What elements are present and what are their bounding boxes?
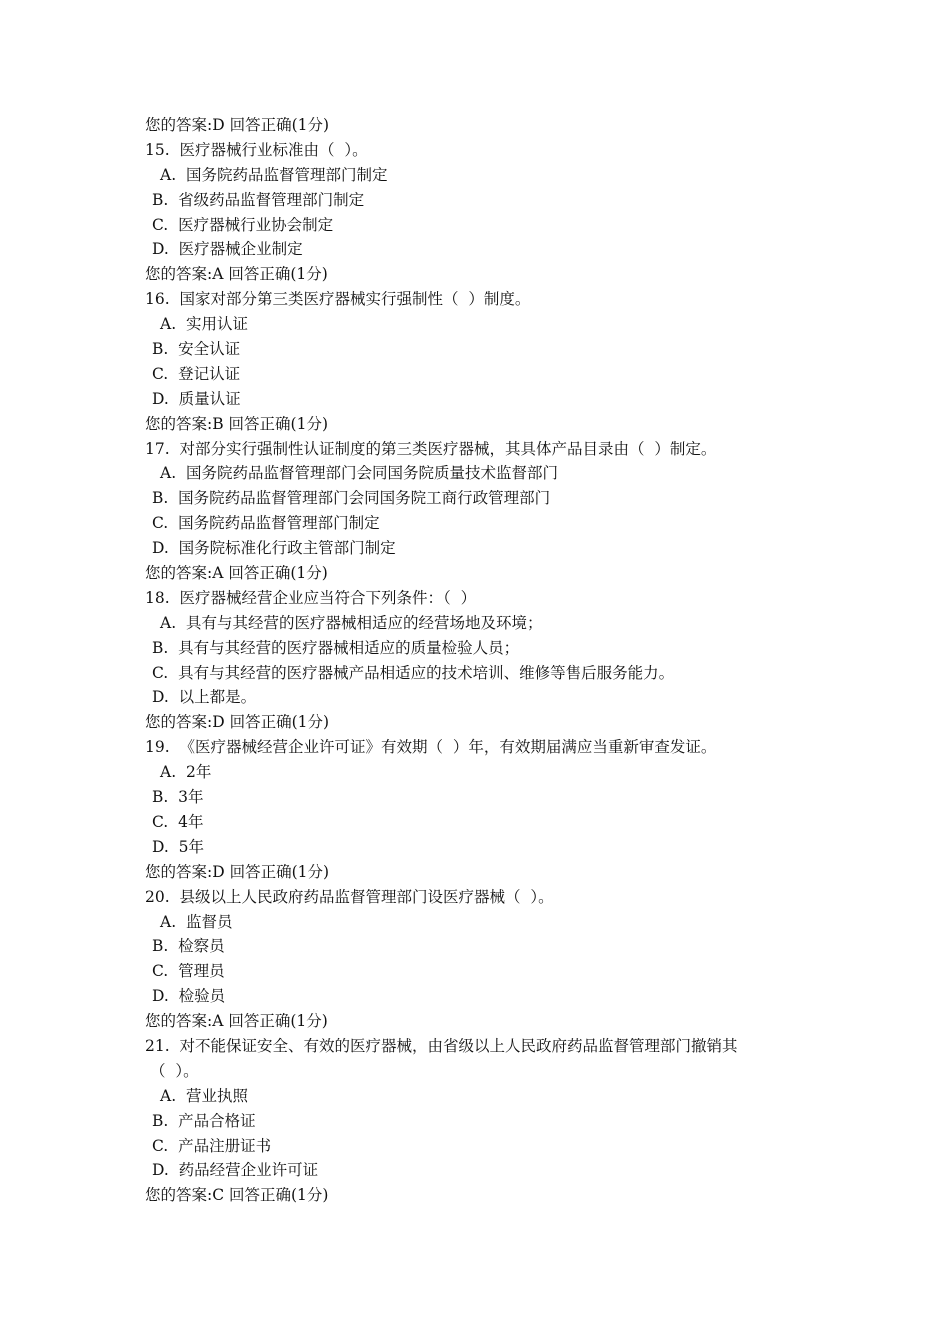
answer-result-line: 您的答案:A 回答正确(1分) — [145, 564, 328, 583]
option-line: B. 产品合格证 — [152, 1111, 256, 1130]
option-line: C. 管理员 — [152, 962, 225, 981]
option-line: A. 实用认证 — [160, 315, 248, 334]
question-line: 18. 医疗器械经营企业应当符合下列条件：（ ） — [145, 588, 477, 607]
quiz-document — [0, 113, 950, 1208]
option-line: C. 登记认证 — [152, 364, 241, 383]
option-line: C. 4年 — [152, 812, 204, 831]
option-line: D. 5年 — [152, 837, 205, 856]
answer-result-line: 您的答案:C 回答正确(1分) — [145, 1186, 329, 1205]
answer-result-line: 您的答案:A 回答正确(1分) — [145, 1012, 328, 1031]
option-line: D. 以上都是。 — [152, 688, 257, 707]
option-line: D. 国务院标准化行政主管部门制定 — [152, 539, 396, 558]
question-line: 20. 县级以上人民政府药品监督管理部门设医疗器械（ ）。 — [145, 887, 554, 906]
answer-result-line: 您的答案:D 回答正确(1分) — [145, 713, 330, 732]
question-line: 19. 《医疗器械经营企业许可证》有效期（ ）年，有效期届满应当重新审查发证。 — [145, 738, 717, 757]
option-line: A. 国务院药品监督管理部门会同国务院质量技术监督部门 — [160, 464, 558, 483]
option-line: D. 药品经营企业许可证 — [152, 1161, 319, 1180]
option-line: B. 安全认证 — [152, 340, 241, 359]
option-line: D. 医疗器械企业制定 — [152, 240, 303, 259]
option-line: C. 医疗器械行业协会制定 — [152, 215, 334, 234]
option-line: B. 3年 — [152, 788, 204, 807]
option-line: B. 国务院药品监督管理部门会同国务院工商行政管理部门 — [152, 489, 551, 508]
option-line: C. 具有与其经营的医疗器械产品相适应的技术培训、维修等售后服务能力。 — [152, 663, 675, 682]
question-line: 15. 医疗器械行业标准由（ ）。 — [145, 140, 368, 159]
option-line: D. 检验员 — [152, 987, 226, 1006]
question-line: 21. 对不能保证安全、有效的医疗器械，由省级以上人民政府药品监督管理部门撤销其 — [145, 1036, 738, 1055]
question-line: 17. 对部分实行强制性认证制度的第三类医疗器械，其具体产品目录由（ ）制定。 — [145, 439, 717, 458]
answer-result-line: 您的答案:A 回答正确(1分) — [145, 265, 328, 284]
option-line: B. 检察员 — [152, 937, 225, 956]
option-line: D. 质量认证 — [152, 389, 241, 408]
answer-result-line: 您的答案:B 回答正确(1分) — [145, 414, 328, 433]
option-line: C. 产品注册证书 — [152, 1136, 272, 1155]
answer-result-line: 您的答案:D 回答正确(1分) — [145, 116, 330, 134]
answer-result-line: 您的答案:D 回答正确(1分) — [145, 862, 330, 881]
question-continuation-line: （ ）。 — [150, 1061, 199, 1080]
option-line: B. 省级药品监督管理部门制定 — [152, 190, 365, 209]
option-line: A. 具有与其经营的医疗器械相适应的经营场地及环境； — [160, 613, 543, 632]
option-line: B. 具有与其经营的医疗器械相适应的质量检验人员； — [152, 638, 520, 657]
option-line: C. 国务院药品监督管理部门制定 — [152, 514, 380, 533]
question-line: 16. 国家对部分第三类医疗器械实行强制性（ ）制度。 — [145, 290, 531, 309]
option-line: A. 营业执照 — [160, 1086, 248, 1105]
option-line: A. 2年 — [160, 763, 212, 782]
option-line: A. 国务院药品监督管理部门制定 — [160, 165, 388, 184]
option-line: A. 监督员 — [160, 912, 233, 931]
